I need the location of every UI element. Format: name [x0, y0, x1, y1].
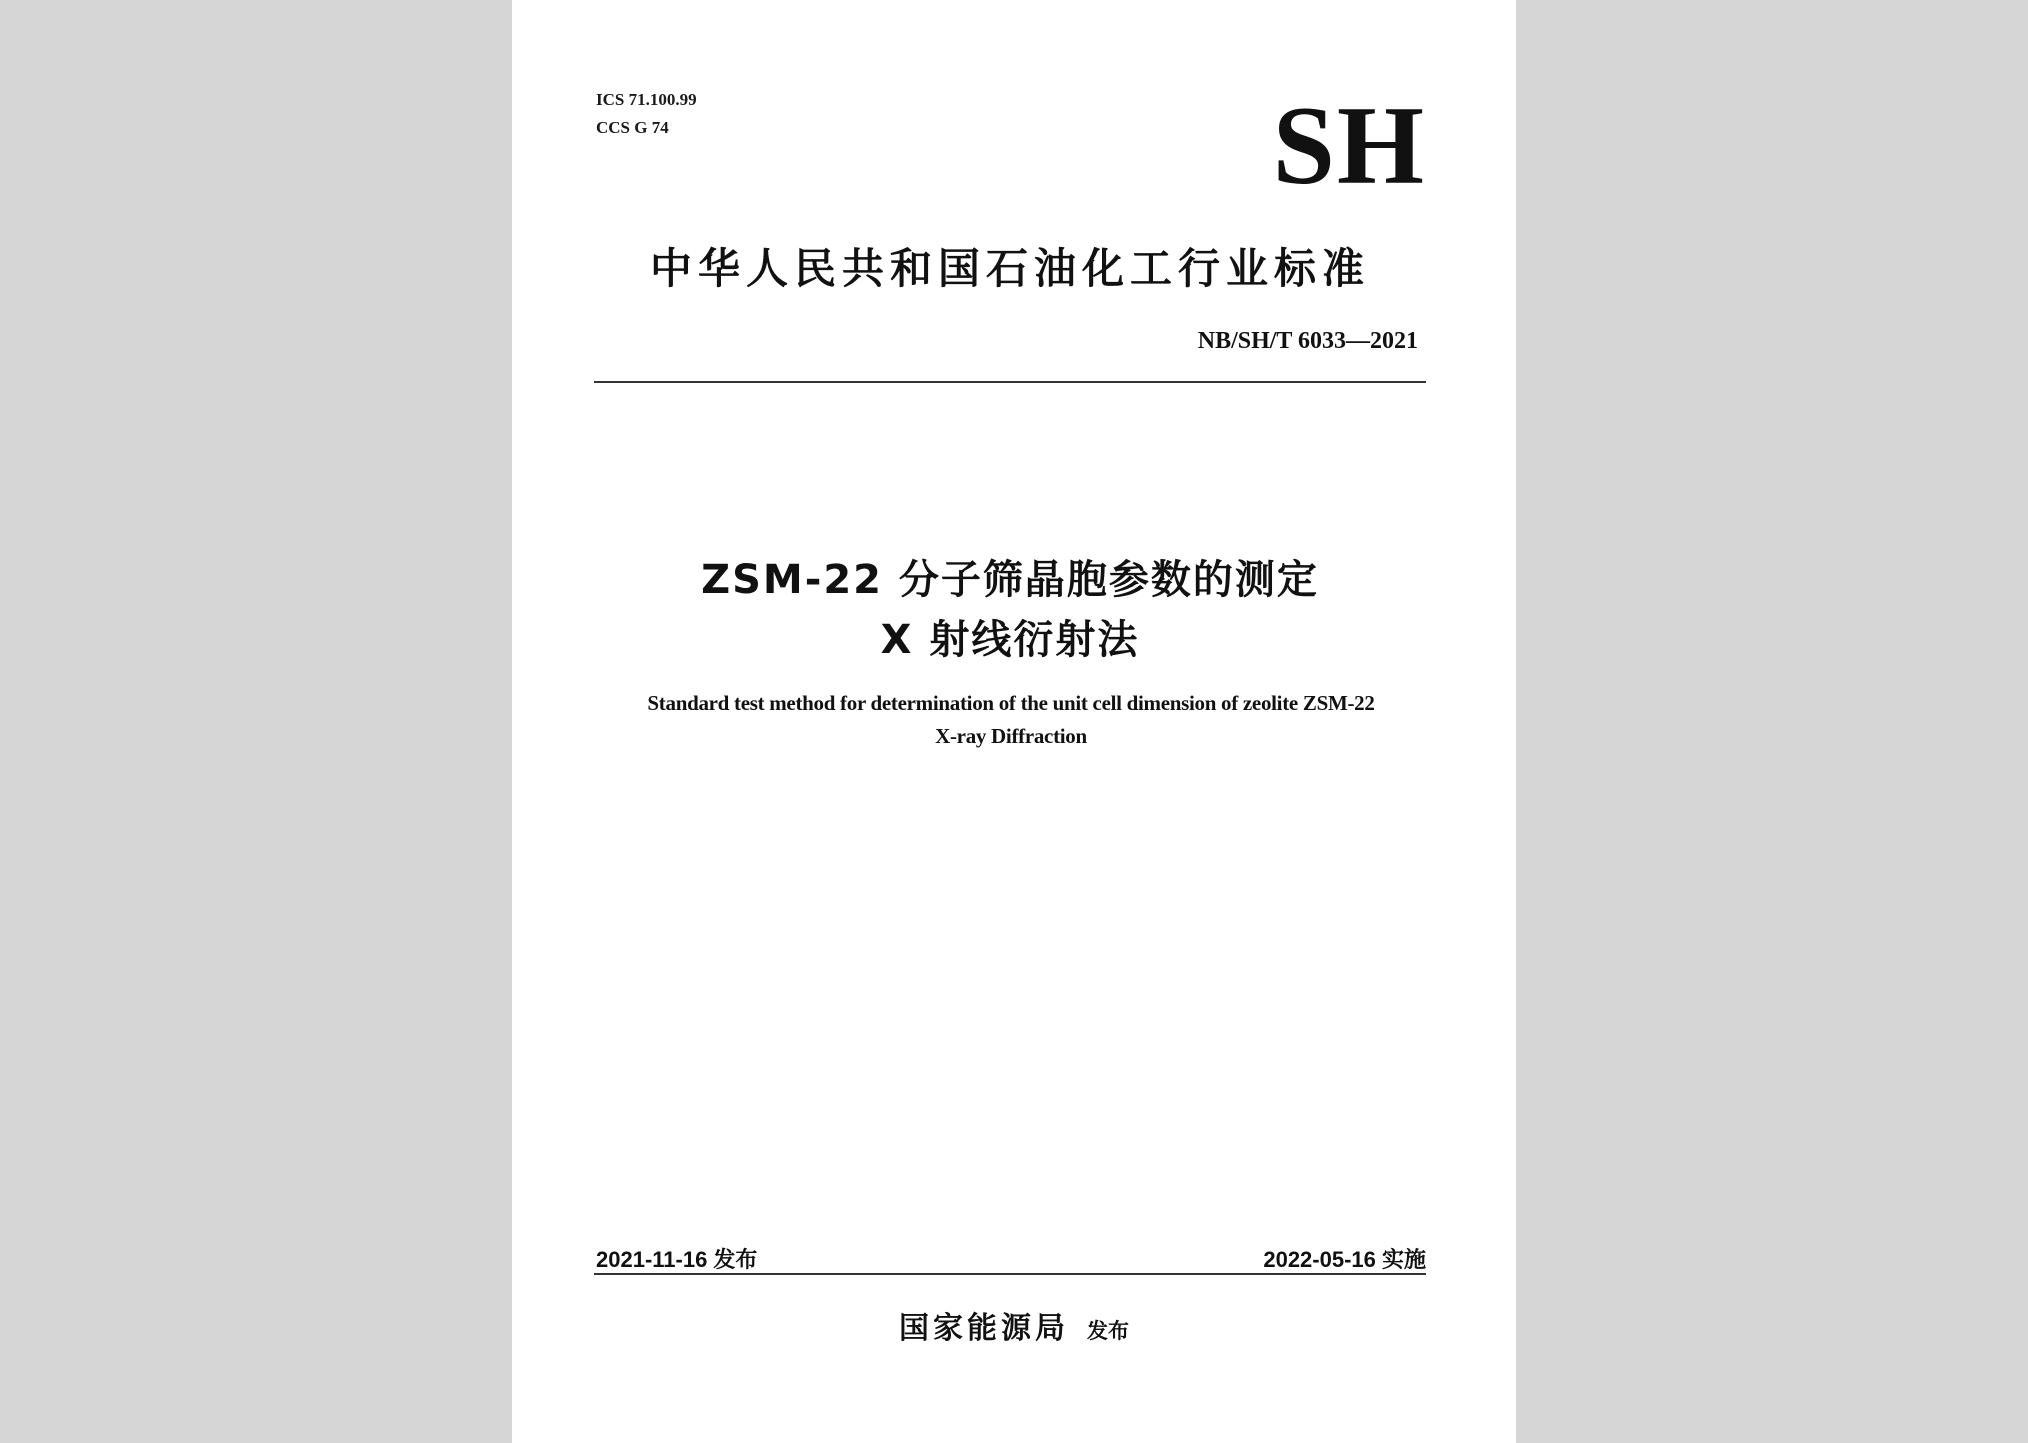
chinese-title-line-2: X 射线衍射法: [880, 617, 1140, 663]
issuer-suffix: 发布: [1087, 1319, 1129, 1343]
ccs-code: CCS G 74: [596, 118, 669, 137]
footer-divider: [594, 1273, 1426, 1275]
sh-logo: SH: [1272, 84, 1426, 208]
header-divider: [594, 381, 1426, 383]
english-title-line-1: Standard test method for determination of the unit cell dimension of zeolite ZSM-22: [647, 691, 1375, 715]
implement-date: 2022-05-16 实施: [1263, 1247, 1426, 1272]
classification-codes: [596, 86, 697, 142]
issuer-name: 国家能源局: [899, 1311, 1069, 1346]
standard-number: NB/SH/T 6033—2021: [1197, 328, 1418, 354]
document-page: [512, 0, 1516, 1443]
ics-code: ICS 71.100.99: [596, 90, 697, 109]
chinese-title-line-1: ZSM-22 分子筛晶胞参数的测定: [701, 557, 1319, 603]
standard-category-title: 中华人民共和国石油化工行业标准: [649, 244, 1370, 293]
publish-date: 2021-11-16 发布: [596, 1247, 758, 1272]
issuer: [512, 1303, 1516, 1347]
english-title-line-2: X-ray Diffraction: [935, 724, 1087, 748]
